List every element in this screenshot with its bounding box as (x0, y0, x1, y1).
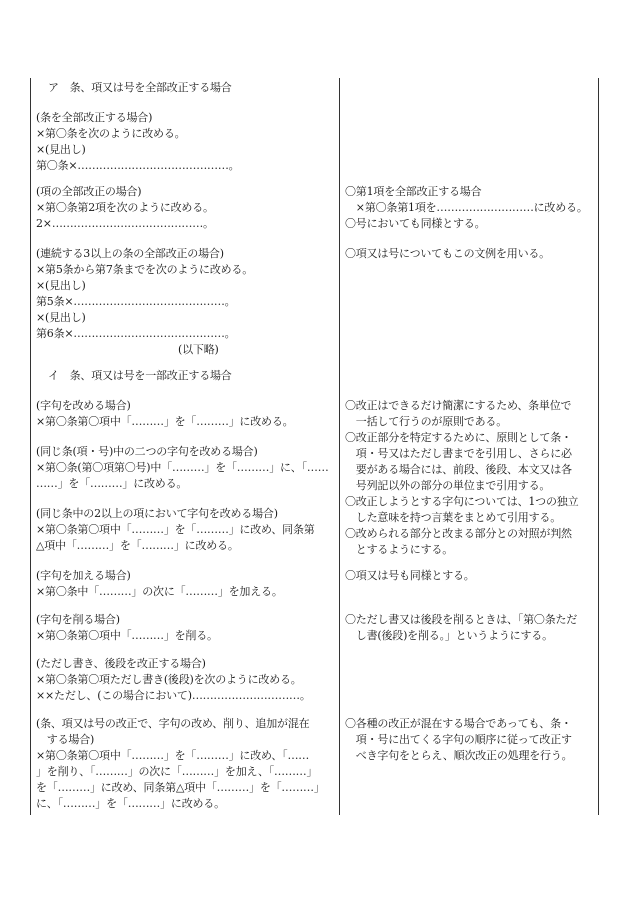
example-line: ×(見出し) (36, 311, 86, 324)
example-line: 第〇条×……………………………………。 (36, 159, 240, 172)
table-border-left (30, 78, 31, 815)
note-line: 〇項又は号も同様とする。 (345, 569, 475, 582)
table-border-middle (339, 78, 340, 815)
example-line: ×(見出し) (36, 143, 86, 156)
note-line: 項・号に出てくる字句の順序に従って改正す (345, 733, 572, 746)
example-line: ×第〇条第〇項ただし書き(後段)を次のように改める。 (36, 673, 302, 686)
example-line: (連続する3以上の条の全部改正の場合) (36, 247, 224, 260)
example-line: 第6条×……………………………………。 (36, 327, 236, 340)
note-line: し書(後段)を削る。」というようにする。 (345, 629, 553, 642)
example-line: に、「………」を「………」に改める。 (36, 797, 225, 810)
note-line: した意味を持つ言葉をまとめて引用する。 (345, 511, 561, 524)
example-line: ×第〇条中「………」の次に「………」を加える。 (36, 585, 283, 598)
example-line: ×(見出し) (36, 279, 86, 292)
note-line: 〇改められる部分と改まる部分との対照が判然 (345, 527, 572, 540)
heading-i: イ 条、項又は号を一部改正する場合 (48, 369, 232, 382)
example-line: 2×……………………………………。 (36, 217, 214, 230)
note-line: 〇改正しようとする字句については、1つの独立 (345, 495, 579, 508)
note-line: 〇ただし書又は後段を削るときは、「第〇条ただ (345, 613, 578, 626)
note-line: 要がある場合には、前段、後段、本文又は各 (345, 463, 572, 476)
example-line: ××ただし、(この場合において)…………………………。 (36, 689, 311, 702)
example-line: ……」を「………」に改める。 (36, 477, 188, 490)
note-line: ×第〇条第1項を………………………に改める。 (345, 201, 588, 214)
example-line: ×第〇条を次のように改める。 (36, 127, 186, 140)
note-line: 〇号においても同様とする。 (345, 217, 486, 230)
note-line: 号列記以外の部分の単位まで引用する。 (345, 479, 551, 492)
example-line: (字句を加える場合) (36, 569, 131, 582)
example-line: (条を全部改正する場合) (36, 111, 153, 124)
example-line: ×第〇条第〇項中「………」を「………」に改め、同条第 (36, 523, 315, 536)
note-line: とするようにする。 (345, 543, 453, 556)
example-line: ×第〇条第〇項中「………」を削る。 (36, 629, 218, 642)
example-line: (以下略) (178, 343, 219, 356)
example-line: 第5条×……………………………………。 (36, 295, 236, 308)
example-line: (字句を改める場合) (36, 399, 131, 412)
note-line: べき字句をとらえ、順次改正の処理を行う。 (345, 749, 573, 762)
example-line: (同じ条中の2以上の項において字句を改める場合) (36, 507, 278, 520)
example-line: (字句を削る場合) (36, 613, 120, 626)
example-line: △項中「………」を「………」に改める。 (36, 539, 239, 552)
note-line: 項・号又はただし書までを引用し、さらに必 (345, 447, 572, 460)
example-line: (項の全部改正の場合) (36, 185, 142, 198)
note-line: 〇第1項を全部改正する場合 (345, 185, 482, 198)
example-line: を「………」に改め、同条第△項中「………」を「………」 (36, 781, 325, 794)
note-line: 〇各種の改正が混在する場合であっても、条・ (345, 717, 572, 730)
note-line: 一括して行うのが原則である。 (345, 415, 507, 428)
table-border-right (598, 78, 599, 815)
example-line: ×第〇条第2項を次のように改める。 (36, 201, 214, 214)
example-line: 」を削り、「………」の次に「………」を加え、「………」 (36, 765, 318, 778)
example-line: ×第〇条(第〇項第〇号)中「………」を「………」に、「…… (36, 461, 329, 474)
example-line: (条、項又は号の改正で、字句の改め、削り、追加が混在 (36, 717, 310, 730)
example-line: する場合) (36, 733, 95, 746)
example-line: ×第5条から第7条までを次のように改める。 (36, 263, 254, 276)
note-line: 〇項又は号についてもこの文例を用いる。 (345, 247, 550, 260)
note-line: 〇改正はできるだけ簡潔にするため、条単位で (345, 399, 572, 412)
example-line: ×第〇条第〇項中「………」を「………」に改める。 (36, 415, 294, 428)
example-line: ×第〇条第〇項中「………」を「………」に改め、「…… (36, 749, 310, 762)
heading-a: ア 条、項又は号を全部改正する場合 (48, 81, 232, 94)
note-line: 〇改正部分を特定するために、原則として条・ (345, 431, 572, 444)
example-line: (ただし書き、後段を改正する場合) (36, 657, 206, 670)
example-line: (同じ条(項・号)中の二つの字句を改める場合) (36, 445, 258, 458)
